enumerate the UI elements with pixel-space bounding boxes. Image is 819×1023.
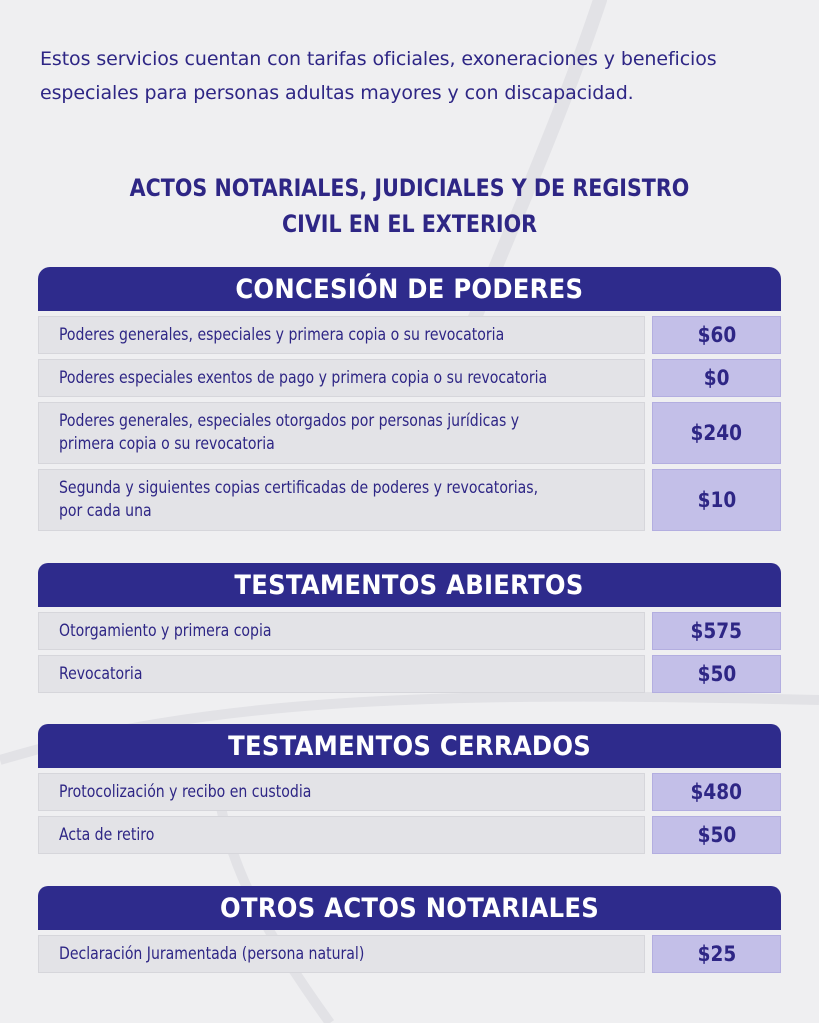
row-price: $50 <box>652 816 781 854</box>
table-row <box>38 935 781 973</box>
row-description: Otorgamiento y primera copia <box>38 612 645 650</box>
section-header: OTROS ACTOS NOTARIALES <box>38 886 781 930</box>
section-header: TESTAMENTOS ABIERTOS <box>38 563 781 607</box>
table-row <box>38 816 781 854</box>
row-description: Revocatoria <box>38 655 645 693</box>
page-title-line-2: CIVIL EN EL EXTERIOR <box>281 210 538 238</box>
table-row <box>38 359 781 397</box>
row-description: Declaración Juramentada (persona natural) <box>38 935 645 973</box>
table-row <box>38 316 781 354</box>
table-row <box>38 469 781 531</box>
section-concesion-de-poderes <box>38 267 781 531</box>
row-description: Protocolización y recibo en custodia <box>38 773 645 811</box>
row-price: $50 <box>652 655 781 693</box>
section-testamentos-abiertos <box>38 563 781 693</box>
section-header: CONCESIÓN DE PODERES <box>38 267 781 311</box>
table-row <box>38 402 781 464</box>
table-row <box>38 655 781 693</box>
row-description: Segunda y siguientes copias certificadas de poderes y revocatorias, por cada una <box>38 469 645 531</box>
page-title <box>57 170 761 242</box>
row-price: $10 <box>652 469 781 531</box>
row-price: $240 <box>652 402 781 464</box>
page-title-line-1: ACTOS NOTARIALES, JUDICIALES Y DE REGISTRO <box>129 174 690 202</box>
row-price: $575 <box>652 612 781 650</box>
section-otros-actos-notariales <box>38 886 781 973</box>
section-header: TESTAMENTOS CERRADOS <box>38 724 781 768</box>
row-price: $60 <box>652 316 781 354</box>
row-description: Poderes generales, especiales y primera copia o su revocatoria <box>38 316 645 354</box>
row-price: $25 <box>652 935 781 973</box>
section-testamentos-cerrados <box>38 724 781 854</box>
row-description: Poderes generales, especiales otorgados por personas jurídicas y primera copia o su revocatoria <box>38 402 645 464</box>
row-price: $480 <box>652 773 781 811</box>
row-price: $0 <box>652 359 781 397</box>
row-description: Poderes especiales exentos de pago y primera copia o su revocatoria <box>38 359 645 397</box>
table-row <box>38 773 781 811</box>
table-row <box>38 612 781 650</box>
intro-text: Estos servicios cuentan con tarifas oficiales, exoneraciones y beneficios especiales para personas adultas mayores y con discapacidad. <box>40 48 717 104</box>
row-description: Acta de retiro <box>38 816 645 854</box>
